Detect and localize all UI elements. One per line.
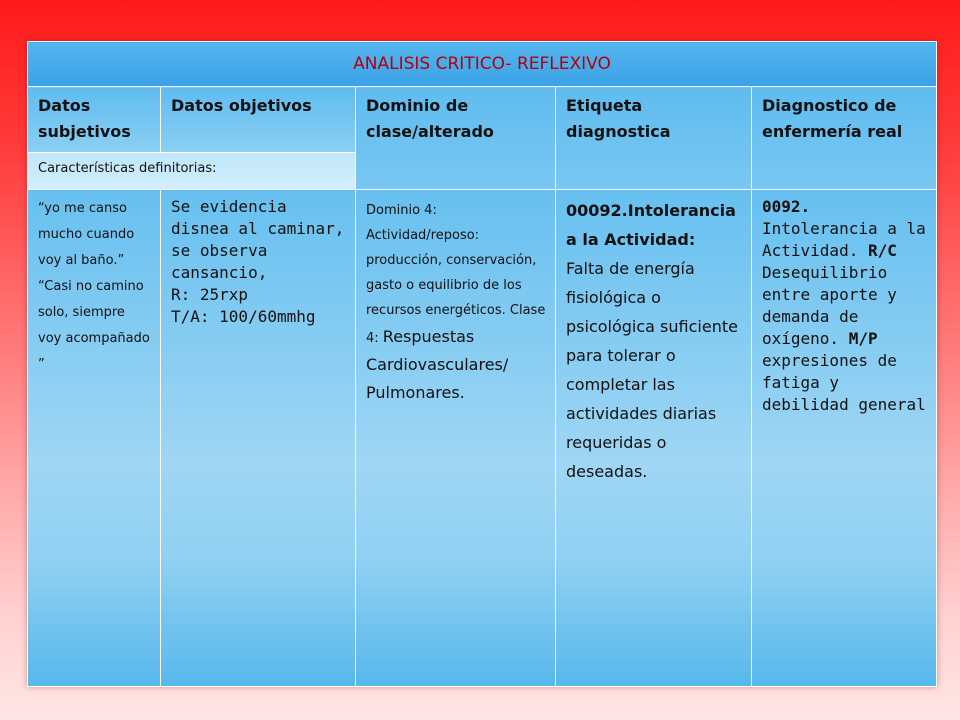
diagnosis-code: 0092. <box>762 197 811 216</box>
subjective-quote-2: “Casi no camino solo, siempre voy acompañado ” <box>38 279 150 372</box>
diagnosis-rc-text: Desequilibrio entre aporte y demanda de oxígeno. <box>762 263 897 348</box>
domain-text: Dominio 4: Actividad/reposo: producción, conservación, gasto o equilibrio de los recursos energéticos. <box>366 203 537 318</box>
header-diagnosis: Diagnostico de enfermería real <box>752 87 937 190</box>
header-domain: Dominio de clase/alterado <box>356 87 556 190</box>
objective-data-cell <box>161 190 356 687</box>
diagnostic-label-cell <box>556 190 752 687</box>
objective-observation: Se evidencia disnea al caminar, se observa cansancio, <box>171 197 345 282</box>
domain-cell <box>356 190 556 687</box>
table-title: ANALISIS CRITICO- REFLEXIVO <box>28 42 937 87</box>
nursing-diagnosis-cell <box>752 190 937 687</box>
subjective-data-cell <box>28 190 161 687</box>
header-subjective: Datos subjetivos <box>28 87 161 153</box>
diagnostic-label-text: Falta de energía fisiológica o psicológica suficiente para tolerar o completar las actividades diarias requeridas o deseadas. <box>566 259 738 481</box>
domain-class-text: Respuestas Cardiovasculares/ Pulmonares. <box>366 327 509 402</box>
defining-characteristics: Características definitorias: <box>28 153 356 190</box>
header-label: Etiqueta diagnostica <box>556 87 752 190</box>
diagnosis-mp-text: expresiones de fatiga y debilidad general <box>762 351 926 414</box>
subjective-quote-1: “yo me canso mucho cuando voy al baño.” <box>38 201 135 268</box>
diagnosis-table <box>27 41 937 687</box>
header-objective: Datos objetivos <box>161 87 356 153</box>
diagnostic-label-code: 00092.Intolerancia a la Actividad: <box>566 201 736 249</box>
objective-respiration: R: 25rxp <box>171 285 249 304</box>
diagnosis-rc-label: R/C <box>867 241 897 260</box>
objective-blood-pressure: T/A: 100/60mmhg <box>171 307 316 326</box>
diagnosis-mp-label: M/P <box>848 329 878 348</box>
domain-class-prefix: Clase 4: <box>366 303 546 346</box>
diagnosis-title: Intolerancia a la Actividad. <box>762 219 926 260</box>
